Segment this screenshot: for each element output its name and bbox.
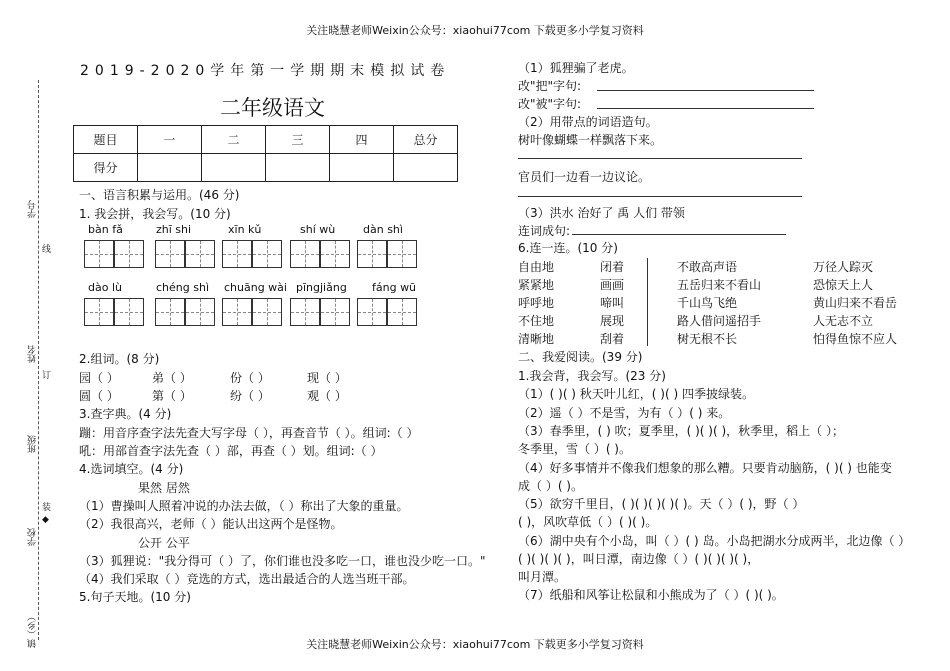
score-input-cell[interactable] <box>330 154 394 182</box>
q2-item: 圆（ ） <box>79 389 119 403</box>
q2-item: 园（ ） <box>79 371 119 385</box>
answer-line[interactable] <box>597 90 814 91</box>
score-cell: 得分 <box>74 154 138 182</box>
pinyin-1-2: zhī shi <box>156 223 192 236</box>
match-item[interactable]: 路人借问遥招手 <box>677 314 762 328</box>
page-footer: 关注晓慧老师Weixin公众号：xiaohui77com 下载更多小学复习资料 <box>306 638 644 651</box>
sidebar-label-name: 姓名 <box>28 345 38 363</box>
q4-word-options: 果然 居然 <box>138 481 190 495</box>
q4-item: （1）曹操叫人照着冲说的办法去做，（ ）称出了大象的重量。 <box>79 499 409 513</box>
match-item[interactable]: 闭着 <box>600 260 625 274</box>
q4-item: （4）我们采取（ ）竞选的方式，选出最适合的人选当班干部。 <box>79 572 415 586</box>
r1-item: （7）纸船和风筝让松鼠和小熊成为了（ ）( )( )。 <box>518 588 784 602</box>
q5-heading: 5.句子天地。(10 分) <box>79 590 191 604</box>
r1-item: 叫月潭。 <box>518 570 567 584</box>
sidebar-mark-line: 线 <box>42 245 52 255</box>
q2-item: 份（ ） <box>230 371 270 385</box>
pinyin-1-5: dàn shì <box>363 223 403 236</box>
pinyin-1-3: xīn kǔ <box>228 223 262 236</box>
q4-heading: 4.选词填空。(4 分) <box>79 462 184 476</box>
match-item[interactable]: 怕得鱼惊不应人 <box>813 332 898 346</box>
exam-title: 2019-2020学年第一学期期末模拟试卷 <box>80 63 451 79</box>
pinyin-2-4: pīngjiǎng <box>296 281 347 294</box>
pinyin-2-5: fáng wū <box>372 281 417 294</box>
match-item[interactable]: 千山鸟飞绝 <box>677 296 738 310</box>
answer-line[interactable] <box>518 158 802 159</box>
match-item[interactable]: 人无志不立 <box>813 314 874 328</box>
score-table <box>73 125 458 182</box>
writing-grid[interactable] <box>290 298 350 326</box>
match-item[interactable]: 清晰地 <box>518 332 555 346</box>
match-item[interactable]: 不住地 <box>518 314 555 328</box>
r1-item: （6）湖中央有个小岛，叫（ ）( ) 岛。小岛把湖水分成两半，北边像（ ） <box>518 534 911 548</box>
sidebar-mark-bind: 订 <box>42 371 52 381</box>
subject-title: 二年级语文 <box>220 96 325 120</box>
sidebar-label-school: 学校 <box>28 528 38 546</box>
match-item[interactable]: 恐惊天上人 <box>813 278 874 292</box>
writing-grid[interactable] <box>84 240 144 268</box>
r1-item: （2）遥（ ）不是雪，为有（ ）( ) 来。 <box>518 406 731 420</box>
score-cell: 二 <box>202 126 266 154</box>
pinyin-1-1: bàn fǎ <box>88 223 123 236</box>
answer-line[interactable] <box>518 196 802 197</box>
match-item[interactable]: 五岳归来不看山 <box>677 278 762 292</box>
r1-heading: 1.我会背，我会写。(23 分) <box>518 369 666 383</box>
score-table-header-row <box>74 126 458 154</box>
r1-item: （3）春季里，( ) 吹；夏季里，( )( )( )，秋季里，稻上（ ）； <box>518 424 844 438</box>
answer-line[interactable] <box>597 108 814 109</box>
writing-grid[interactable] <box>357 240 417 268</box>
pinyin-2-2: chéng shì <box>156 281 209 294</box>
score-cell: 四 <box>330 126 394 154</box>
r1-item: （5）欲穷千里目，( )( )( )( )( )。天（ ）( )，野（ ） <box>518 497 805 511</box>
q2-item: 第（ ） <box>152 389 192 403</box>
sidebar-mark-diamond: ◆ <box>42 515 49 525</box>
match-item[interactable]: 紧紧地 <box>518 278 555 292</box>
r1-item: 成（ ）( )。 <box>518 479 583 493</box>
match-item[interactable]: 啼叫 <box>600 296 625 310</box>
match-item[interactable]: 万径人踪灭 <box>813 260 874 274</box>
q2-item: 观（ ） <box>307 389 347 403</box>
pinyin-2-1: dào lù <box>88 281 122 294</box>
section1-heading: 一、语言积累与运用。(46 分) <box>79 188 240 202</box>
q2-item: 现（ ） <box>307 371 347 385</box>
score-cell: 三 <box>266 126 330 154</box>
score-input-cell[interactable] <box>266 154 330 182</box>
q4-item: （2）我很高兴，老师（ ）能认出这两个是怪物。 <box>79 517 343 531</box>
q6-heading: 6.连一连。(10 分) <box>518 241 618 255</box>
match-item[interactable]: 展现 <box>600 314 625 328</box>
match-item[interactable]: 自由地 <box>518 260 555 274</box>
score-input-cell[interactable] <box>138 154 202 182</box>
writing-grid[interactable] <box>155 240 215 268</box>
sidebar-label-class: 班级 <box>28 435 38 453</box>
sidebar-label-student-id: 学号 <box>28 200 38 218</box>
q1-heading: 1. 我会拼，我会写。(10 分) <box>79 207 231 221</box>
r1-item: ( )( )( )( )，叫日潭，南边像（ ）( )( )( )( )， <box>518 552 760 566</box>
q5-3: （3）洪水 治好了 禹 人们 带领 <box>518 206 685 220</box>
q2-item: 纷（ ） <box>230 389 270 403</box>
q4-word-options: 公开 公平 <box>138 536 190 550</box>
pinyin-2-3: chuāng wài <box>224 281 287 294</box>
score-cell: 题目 <box>74 126 138 154</box>
match-item[interactable]: 树无根不长 <box>677 332 738 346</box>
score-table-score-row <box>74 154 458 182</box>
q3-line-b: 吼：用部首查字法先查（ ）部，再查（ ）划。组词:（ ） <box>79 444 383 458</box>
pinyin-1-4: shí wù <box>300 223 336 236</box>
sidebar-label-town: 镇（乡） <box>28 612 38 648</box>
q5-2: （2）用带点的词语造句。 <box>518 115 658 129</box>
q5-2a: 树叶像蝴蝶一样飘落下来。 <box>518 133 663 147</box>
writing-grid[interactable] <box>357 298 417 326</box>
writing-grid[interactable] <box>290 240 350 268</box>
match-item[interactable]: 画画 <box>600 278 625 292</box>
match-item[interactable]: 不敢高声语 <box>677 260 738 274</box>
q5-3b: 连词成句: <box>518 224 571 238</box>
writing-grid[interactable] <box>155 298 215 326</box>
score-input-cell[interactable] <box>394 154 458 182</box>
match-item[interactable]: 刮着 <box>600 332 625 346</box>
writing-grid[interactable] <box>222 240 282 268</box>
score-input-cell[interactable] <box>202 154 266 182</box>
section2-heading: 二、我爱阅读。(39 分) <box>518 350 643 364</box>
q4-item: （3）狐狸说："我分得可（ ）了，你们谁也没多吃一口，谁也没少吃一口。" <box>79 554 486 568</box>
sidebar-mark-staple: 装 <box>42 503 52 513</box>
match-item[interactable]: 呼呼地 <box>518 296 555 310</box>
q5-ba-label: 改"把"字句: <box>518 79 582 93</box>
q3-heading: 3.查字典。(4 分) <box>79 407 172 421</box>
r1-item: ( )，风吹草低（ ）( )( )。 <box>518 515 658 529</box>
writing-grid[interactable] <box>222 298 282 326</box>
writing-grid[interactable] <box>84 298 144 326</box>
q3-line-a: 蹦：用音序查字法先查大写字母（ ），再查音节（ ）。组词:（ ） <box>79 426 419 440</box>
q2-item: 弟（ ） <box>152 371 192 385</box>
q2-heading: 2.组词。(8 分) <box>79 352 160 366</box>
page-header: 关注晓慧老师Weixin公众号：xiaohui77com 下载更多小学复习资料 <box>306 24 644 37</box>
match-item[interactable]: 黄山归来不看岳 <box>813 296 898 310</box>
q5-1: （1）狐狸骗了老虎。 <box>518 61 634 75</box>
r1-item: 冬季里，雪（ ）( )。 <box>518 442 631 456</box>
r1-item: （1）( )( ) 秋天叶儿红，( )( ) 四季披绿装。 <box>518 387 754 401</box>
match-divider <box>647 258 648 346</box>
score-cell: 一 <box>138 126 202 154</box>
answer-line[interactable] <box>572 234 786 235</box>
r1-item: （4）好多事情并不像我们想象的那么糟。只要肯动脑筋，( )( ) 也能变 <box>518 461 892 475</box>
q5-2b: 官员们一边看一边议论。 <box>518 170 651 184</box>
q5-bei-label: 改"被"字句: <box>518 97 582 111</box>
score-cell: 总分 <box>394 126 458 154</box>
